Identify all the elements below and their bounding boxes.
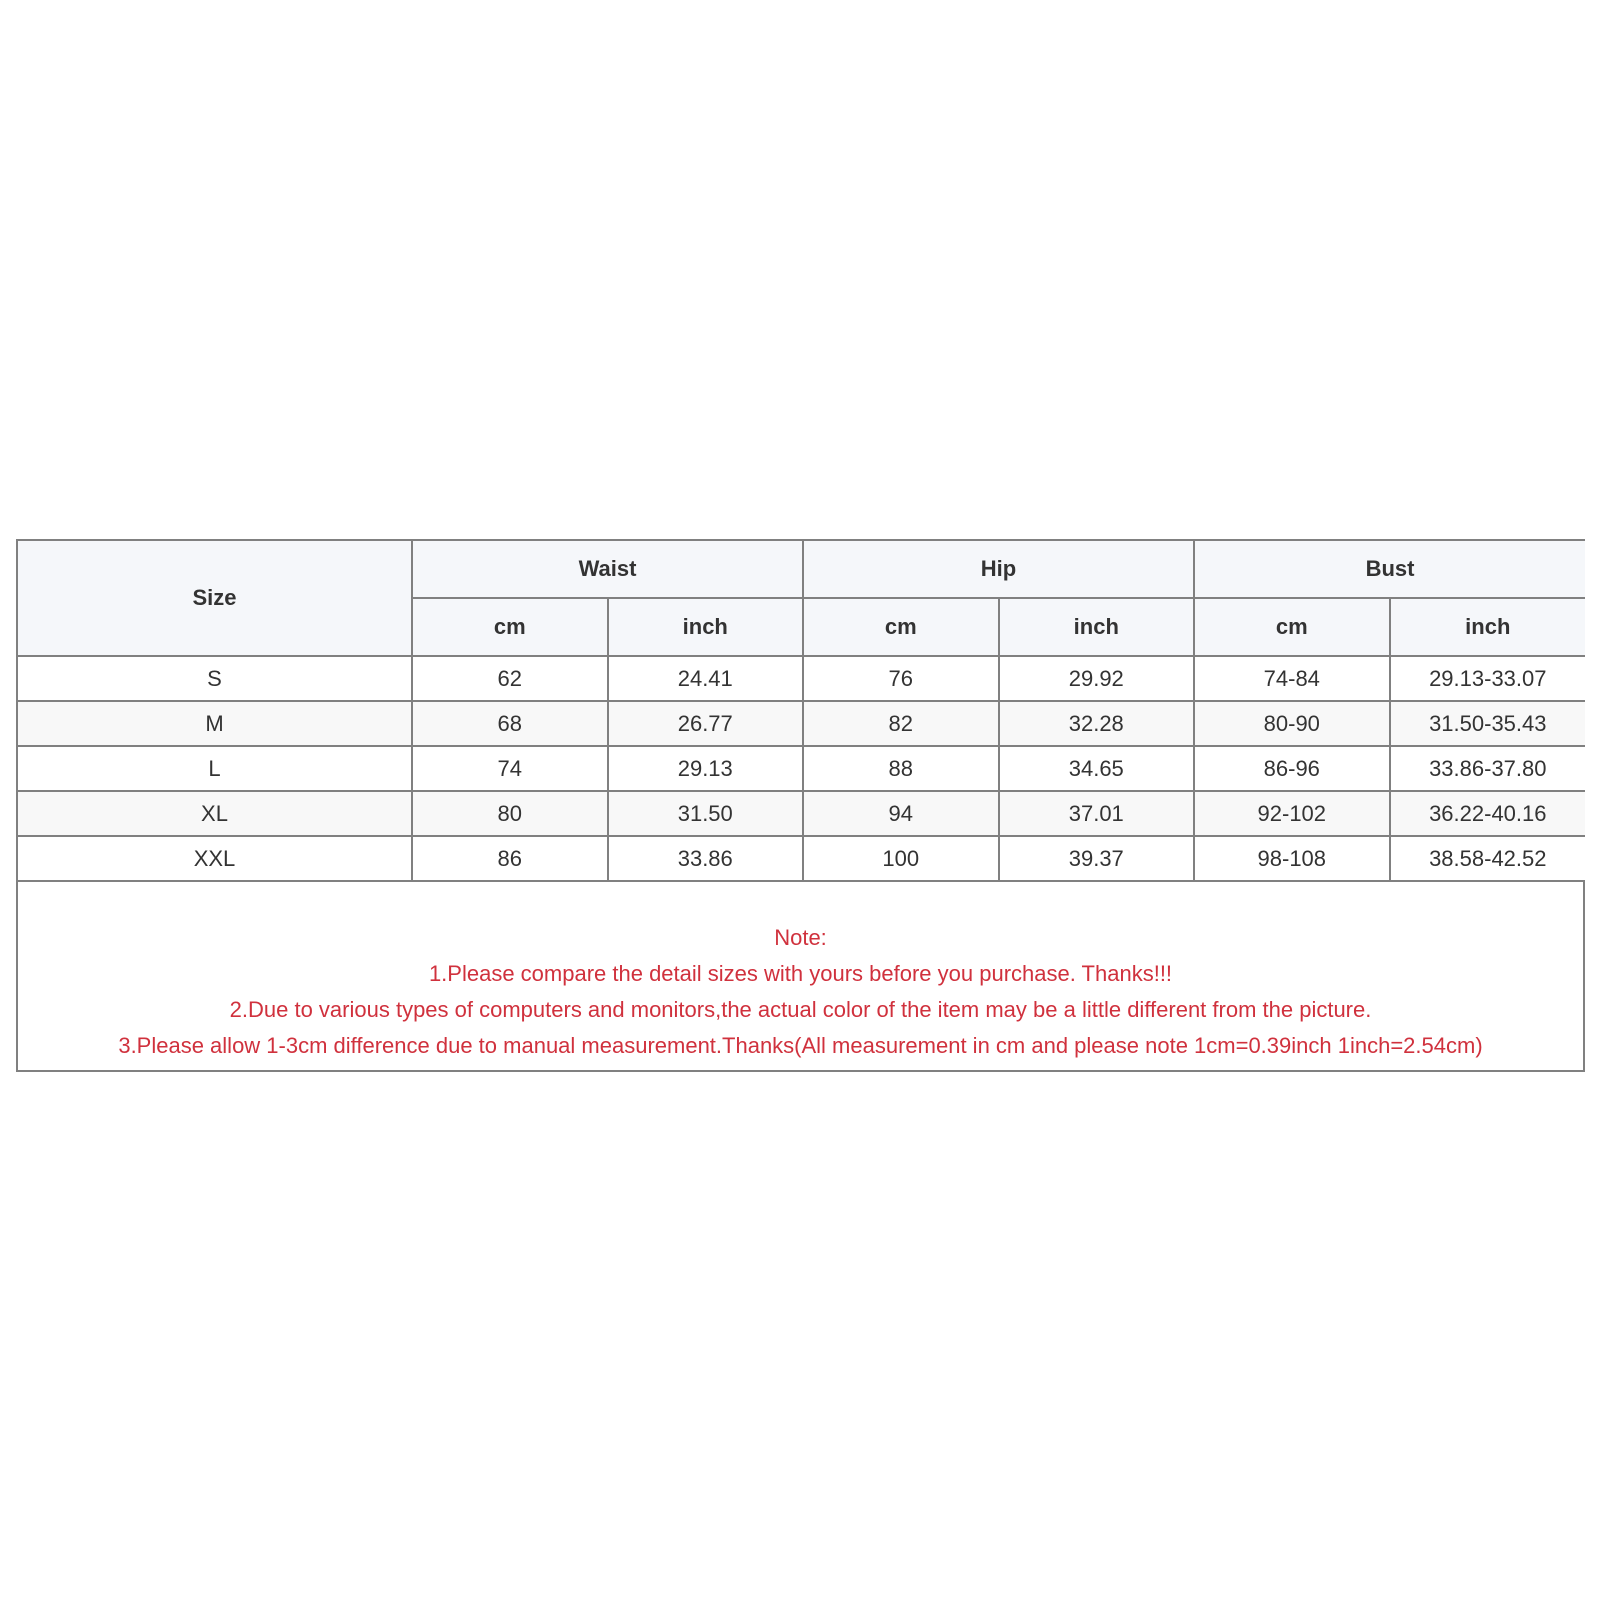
table-row <box>18 746 1585 791</box>
note-line: 3.Please allow 1-3cm difference due to manual measurement.Thanks(All measurement in cm and please note 1cm=0.39inch 1inch=2.54cm) <box>118 1033 1483 1058</box>
waist-cm-cell: 68 <box>412 701 608 746</box>
bust-inch-cell: 36.22-40.16 <box>1390 791 1586 836</box>
size-table <box>18 541 1585 882</box>
table-row <box>18 791 1585 836</box>
hip-cm-cell: 88 <box>803 746 999 791</box>
hip-inch-cell: 29.92 <box>999 656 1195 701</box>
bust-cm-cell: 98-108 <box>1194 836 1390 881</box>
note-line: 2.Due to various types of computers and monitors,the actual color of the item may be a little different from the picture. <box>229 997 1372 1022</box>
bust-cm-header: cm <box>1194 598 1390 656</box>
waist-cm-cell: 86 <box>412 836 608 881</box>
hip-cm-header: cm <box>803 598 999 656</box>
waist-cm-cell: 74 <box>412 746 608 791</box>
size-column-header: Size <box>18 541 412 656</box>
hip-inch-cell: 32.28 <box>999 701 1195 746</box>
size-cell: S <box>18 656 412 701</box>
table-row <box>18 656 1585 701</box>
waist-inch-cell: 26.77 <box>608 701 804 746</box>
waist-cm-cell: 62 <box>412 656 608 701</box>
size-cell: L <box>18 746 412 791</box>
waist-inch-cell: 31.50 <box>608 791 804 836</box>
waist-inch-cell: 24.41 <box>608 656 804 701</box>
waist-inch-header: inch <box>608 598 804 656</box>
note-line: 1.Please compare the detail sizes with yours before you purchase. Thanks!!! <box>428 961 1173 986</box>
size-cell: M <box>18 701 412 746</box>
hip-cm-cell: 94 <box>803 791 999 836</box>
bust-inch-cell: 29.13-33.07 <box>1390 656 1586 701</box>
notes-block <box>18 882 1583 1070</box>
waist-cm-header: cm <box>412 598 608 656</box>
waist-inch-cell: 29.13 <box>608 746 804 791</box>
bust-cm-cell: 86-96 <box>1194 746 1390 791</box>
waist-group-header: Waist <box>412 541 803 598</box>
bust-cm-cell: 74-84 <box>1194 656 1390 701</box>
bust-inch-cell: 38.58-42.52 <box>1390 836 1586 881</box>
size-cell: XL <box>18 791 412 836</box>
waist-cm-cell: 80 <box>412 791 608 836</box>
bust-inch-cell: 31.50-35.43 <box>1390 701 1586 746</box>
hip-cm-cell: 76 <box>803 656 999 701</box>
table-row <box>18 701 1585 746</box>
size-chart <box>16 539 1585 1072</box>
hip-inch-cell: 39.37 <box>999 836 1195 881</box>
hip-cm-cell: 100 <box>803 836 999 881</box>
group-header-row <box>18 541 1585 598</box>
hip-group-header: Hip <box>803 541 1194 598</box>
hip-inch-cell: 34.65 <box>999 746 1195 791</box>
bust-inch-header: inch <box>1390 598 1586 656</box>
hip-inch-header: inch <box>999 598 1195 656</box>
waist-inch-cell: 33.86 <box>608 836 804 881</box>
table-row <box>18 836 1585 881</box>
bust-group-header: Bust <box>1194 541 1585 598</box>
note-title: Note: <box>774 925 827 950</box>
bust-cm-cell: 80-90 <box>1194 701 1390 746</box>
hip-cm-cell: 82 <box>803 701 999 746</box>
bust-inch-cell: 33.86-37.80 <box>1390 746 1586 791</box>
hip-inch-cell: 37.01 <box>999 791 1195 836</box>
size-cell: XXL <box>18 836 412 881</box>
bust-cm-cell: 92-102 <box>1194 791 1390 836</box>
